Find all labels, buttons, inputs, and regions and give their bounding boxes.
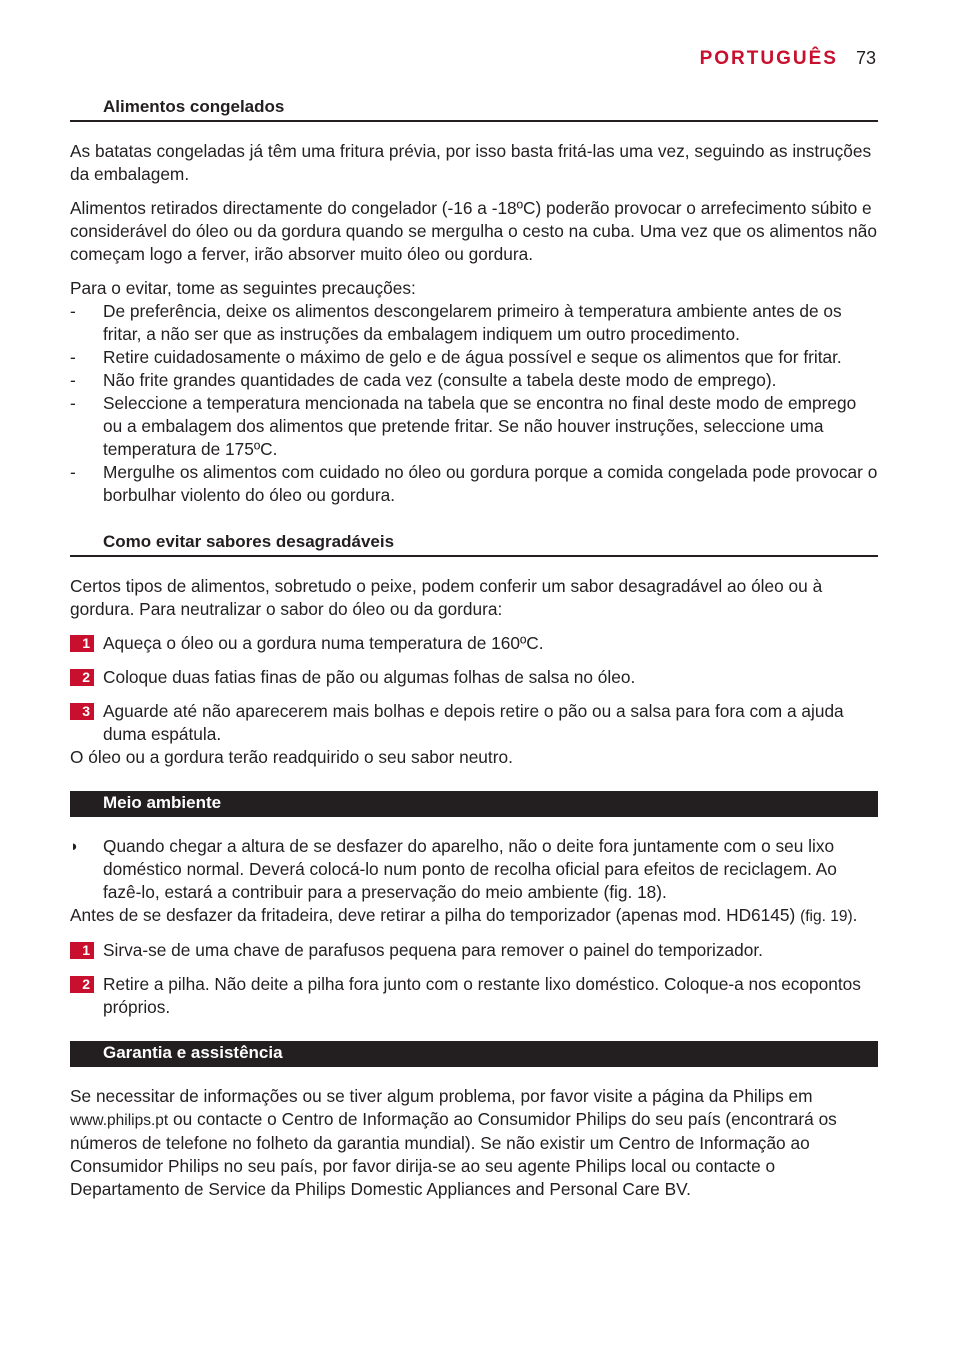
section-heading-frozen-food	[70, 94, 878, 122]
guarantee-text: ou contacte o Centro de Informação ao Consumidor Philips do seu país (encontrará os números de telefone no folheto da garantia mundial). Se não existir um Centro de Informação ao Consumidor Philips no seu país, por favor dirija-se ao seu agente Philips local ou contacte o Departamento de Service da Philips Domestic Appliances and Personal Care BV.	[70, 1109, 837, 1199]
bullet-text: Quando chegar a altura de se desfazer do aparelho, não o deite fora juntamente com o seu lixo doméstico normal. Deverá colocá-lo num ponto de recolha oficial para efeitos de reciclagem. Ao fazê-lo, estará a contribuir para a preservação do meio ambiente (fig. 18).	[103, 836, 837, 902]
step-item	[70, 666, 878, 689]
step-number: 2	[70, 669, 94, 686]
battery-note: Antes de se desfazer da fritadeira, deve retirar a pilha do temporizador (apenas mod. HD6145)	[70, 905, 796, 925]
section-title: Como evitar sabores desagradáveis	[103, 532, 395, 551]
step-number: 3	[70, 703, 94, 720]
step-number: 1	[70, 942, 94, 959]
step-text: Sirva-se de uma chave de parafusos pequena para remover o painel do temporizador.	[103, 940, 763, 960]
section-heading-guarantee	[70, 1041, 878, 1067]
list-item: - Retire cuidadosamente o máximo de gelo e de água possível e seque os alimentos que for fritar.	[70, 346, 878, 369]
list-item: - Seleccione a temperatura mencionada na tabela que se encontra no final deste modo de emprego ou a embalagem dos alimentos que pretende fritar. Se não houver instruções, seleccione uma temperatura de 175ºC.	[70, 392, 878, 461]
step-text: Coloque duas fatias finas de pão ou algumas folhas de salsa no óleo.	[103, 667, 636, 687]
step-number: 1	[70, 635, 94, 652]
paragraph: Alimentos retirados directamente do congelador (-16 a -18ºC) poderão provocar o arrefecimento súbito e considerável do óleo ou da gordura quando se mergulha o cesto na cuba. Uma vez que os alimentos não começam logo a ferver, irão absorver muito óleo ou gordura.	[70, 198, 877, 264]
paragraph: O óleo ou a gordura terão readquirido o seu sabor neutro.	[70, 747, 513, 767]
section-heading-environment	[70, 791, 878, 817]
step-text: Retire a pilha. Não deite a pilha fora junto com o restante lixo doméstico. Coloque-a nos ecopontos próprios.	[103, 974, 861, 1017]
paragraph	[70, 1085, 878, 1201]
paragraph: Para o evitar, tome as seguintes precauções:	[70, 278, 416, 298]
paragraph	[70, 904, 878, 928]
step-item	[70, 939, 878, 962]
list-item: - Não frite grandes quantidades de cada vez (consulte a tabela deste modo de emprego).	[70, 369, 878, 392]
step-item	[70, 973, 878, 1019]
list-item: - De preferência, deixe os alimentos descongelarem primeiro à temperatura ambiente antes de os fritar, a não ser que as instruções da embalagem indiquem um outro procedimento.	[70, 300, 878, 346]
language-label: PORTUGUÊS	[699, 48, 838, 69]
step-text: Aqueça o óleo ou a gordura numa temperatura de 160ºC.	[103, 633, 544, 653]
bullet-icon: ◗	[70, 838, 80, 855]
period: .	[852, 905, 858, 925]
step-item	[70, 632, 878, 655]
section-title: Meio ambiente	[103, 793, 222, 812]
section-title: Garantia e assistência	[103, 1043, 283, 1062]
paragraph: As batatas congeladas já têm uma fritura prévia, por isso basta fritá-las uma vez, seguindo as instruções da embalagem.	[70, 141, 872, 184]
section-title: Alimentos congelados	[103, 97, 285, 116]
philips-link[interactable]: www.philips.pt	[70, 1112, 169, 1129]
bullet-item	[70, 835, 878, 904]
step-number: 2	[70, 976, 94, 993]
page-number: 73	[855, 48, 876, 68]
paragraph: Certos tipos de alimentos, sobretudo o peixe, podem conferir um sabor desagradável ao óleo ou à gordura. Para neutralizar o sabor do óleo ou da gordura:	[70, 576, 823, 619]
step-item	[70, 700, 878, 746]
section-heading-off-flavours	[70, 529, 878, 557]
list-item: - Mergulhe os alimentos com cuidado no óleo ou gordura porque a comida congelada pode provocar o borbulhar violento do óleo ou gordura.	[70, 461, 878, 507]
guarantee-text: Se necessitar de informações ou se tiver algum problema, por favor visite a página da Philips em	[70, 1086, 813, 1106]
figure-reference: (fig. 19)	[800, 908, 853, 925]
page-content	[70, 94, 878, 1212]
precautions-list	[70, 300, 878, 507]
step-text: Aguarde até não aparecerem mais bolhas e depois retire o pão ou a salsa para fora com a ajuda duma espátula.	[103, 701, 844, 744]
page-header	[700, 48, 876, 70]
